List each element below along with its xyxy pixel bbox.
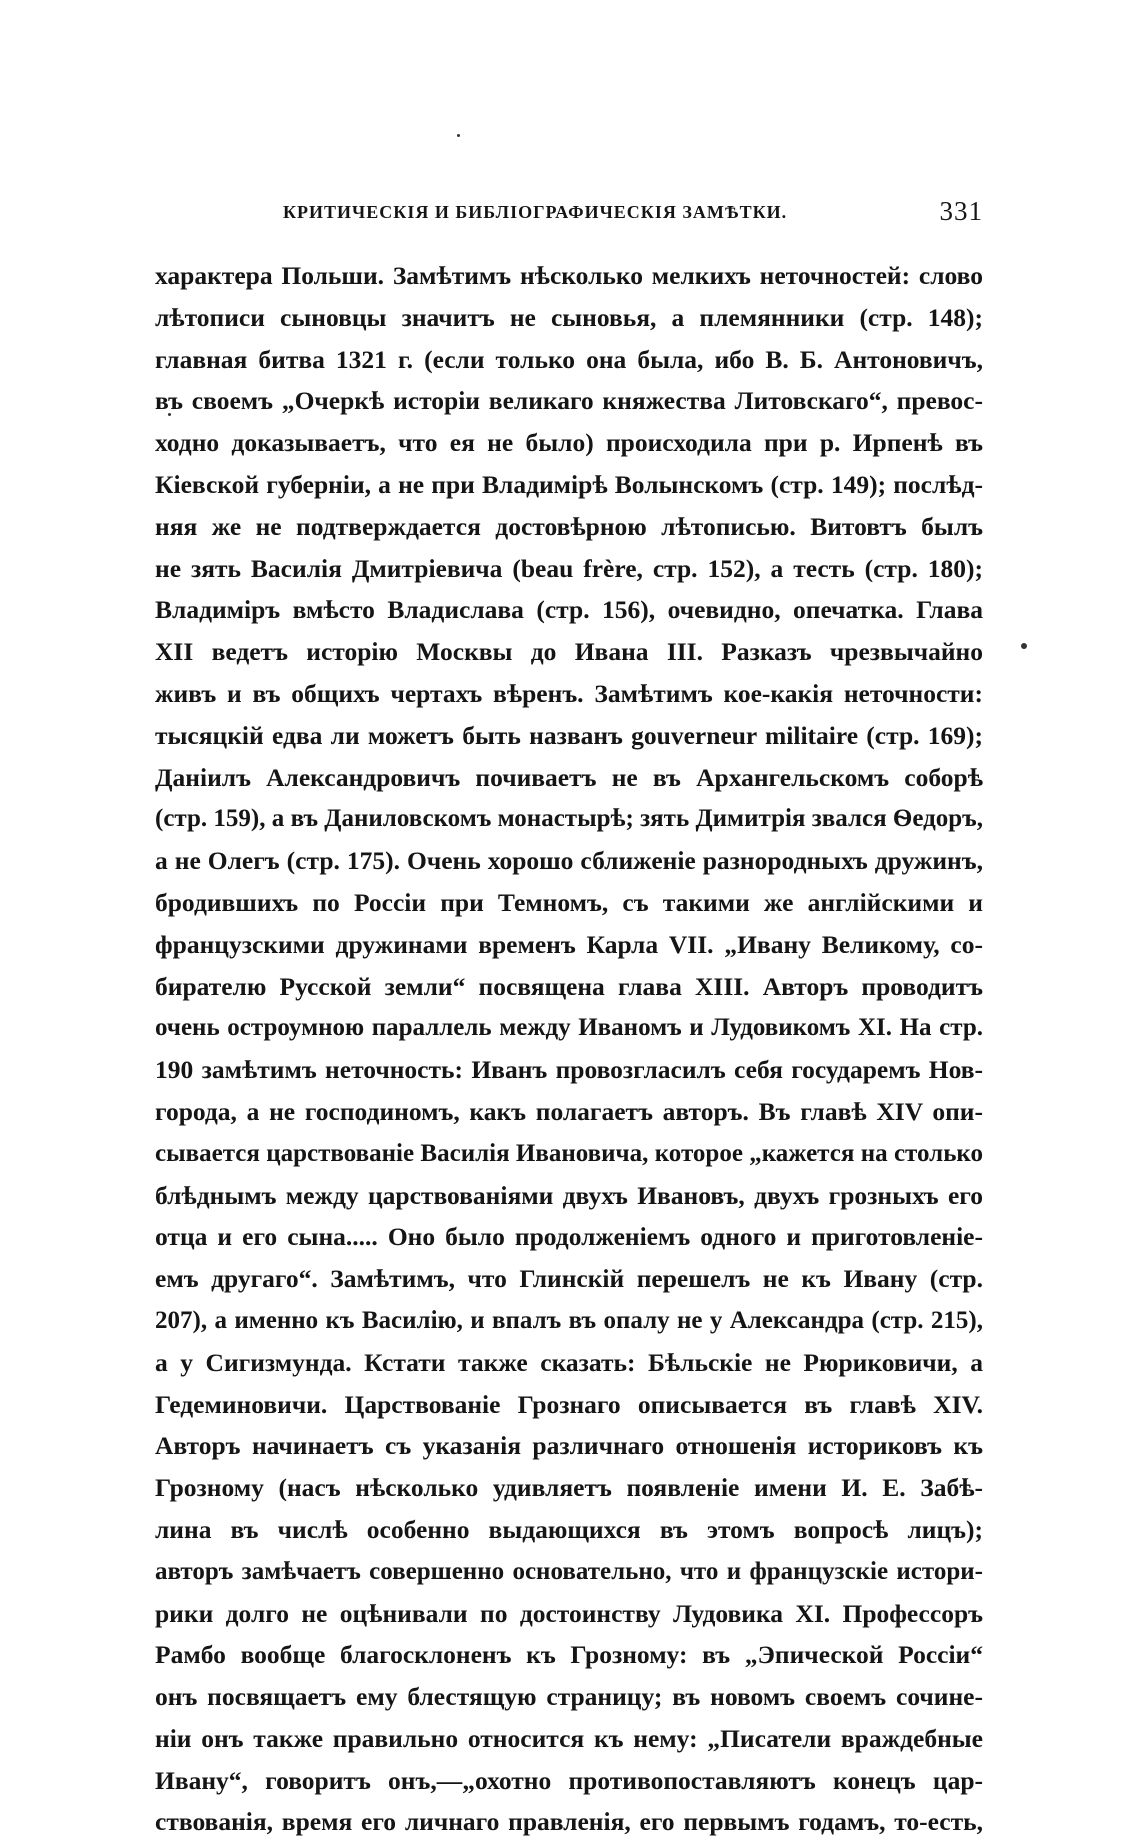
- text-line: (стр. 159), а въ Даниловскомъ монастырѣ; зять Димитрія звался Ѳедоръ,: [155, 805, 983, 833]
- text-line: въ своемъ „Очеркѣ исторіи великаго княжества Литовскаго“, превос-: [155, 386, 983, 416]
- running-head: [155, 196, 983, 236]
- body-text: [155, 255, 983, 1843]
- page-number: 331: [939, 196, 983, 226]
- text-line: Ивану“, говоритъ онъ,—„охотно противопоставляютъ конецъ цар-: [155, 1765, 983, 1795]
- text-line: города, а не господиномъ, какъ полагаетъ авторъ. Въ главѣ XIV опи-: [155, 1096, 983, 1126]
- text-line: характера Польши. Замѣтимъ нѣсколько мелкихъ неточностей: слово: [155, 261, 983, 290]
- text-line: отца и его сына..... Оно было продолженіемъ одного и приготовленіе-: [155, 1222, 983, 1252]
- text-line: няя же не подтверждается достовѣрною лѣтописью. Витовтъ былъ: [155, 511, 983, 541]
- text-line: онъ посвящаетъ ему блестящую страницу; въ новомъ своемъ сочине-: [155, 1682, 983, 1712]
- text-line: сывается царствованіе Василія Ивановича, которое „кажется на столько: [155, 1139, 983, 1167]
- paper-speck-mark: [1021, 643, 1027, 649]
- text-line: Авторъ начинаетъ съ указанія различнаго отношенія историковъ къ: [155, 1431, 983, 1461]
- text-line: Владиміръ вмѣсто Владислава (стр. 156), очевидно, опечатка. Глава: [155, 595, 983, 625]
- text-line: бродившихъ по Россіи при Темномъ, съ такими же англійскими и: [155, 887, 983, 917]
- text-line: 190 замѣтимъ неточность: Иванъ провозгласилъ себя государемъ Нов-: [155, 1055, 983, 1085]
- running-title: КРИТИЧЕСКІЯ И БИБЛІОГРАФИЧЕСКІЯ ЗАМѢТКИ.: [283, 202, 788, 222]
- text-line: французскими дружинами временъ Карла VII. „Ивану Великому, со-: [155, 929, 983, 959]
- text-line: ніи онъ также правильно относится къ нему: „Писатели враждебные: [155, 1723, 983, 1753]
- text-line: лина въ числѣ особенно выдающихся въ этомъ вопросѣ лицъ);: [155, 1514, 983, 1544]
- text-line: бирателю Русской земли“ посвящена глава XIII. Авторъ проводитъ: [155, 971, 983, 1001]
- text-line: XII ведетъ исторію Москвы до Ивана III. Разказъ чрезвычайно: [155, 637, 983, 667]
- text-line: лѣтописи сыновцы значитъ не сыновья, а племянники (стр. 148);: [155, 302, 983, 332]
- text-line: 207), а именно къ Василію, и впалъ въ опалу не у Александра (стр. 215),: [155, 1306, 983, 1334]
- text-line: рики долго не оцѣнивали по достоинству Лудовика XI. Профессоръ: [155, 1598, 983, 1628]
- text-line: Даніилъ Александровичъ почиваетъ не въ Архангельскомъ соборѣ: [155, 762, 983, 792]
- text-line: емъ другаго“. Замѣтимъ, что Глинскій перешелъ не къ Ивану (стр.: [155, 1264, 983, 1294]
- text-line: авторъ замѣчаетъ совершенно основательно, что и французскіе истори-: [155, 1557, 983, 1585]
- text-line: очень остроумною параллель между Иваномъ и Лудовикомъ XI. На стр.: [155, 1014, 983, 1042]
- text-line: а у Сигизмунда. Кстати также сказать: Бѣльскіе не Рюриковичи, а: [155, 1347, 983, 1377]
- paper-speck-mark: [457, 134, 460, 137]
- text-line: Рамбо вообще благосклоненъ къ Грозному: въ „Эпической Россіи“: [155, 1640, 983, 1670]
- text-line: ходно доказываетъ, что ея не было) происходила при р. Ирпенѣ въ: [155, 428, 983, 458]
- text-line: а не Олегъ (стр. 175). Очень хорошо сближеніе разнородныхъ дружинъ,: [155, 846, 983, 876]
- text-line: не зять Василія Дмитріевича (beau frère, стр. 152), а тесть (стр. 180);: [155, 553, 983, 583]
- text-line: тысяцкій едва ли можетъ быть названъ gouverneur militaire (стр. 169);: [155, 720, 983, 750]
- text-line: Кіевской губерніи, а не при Владимірѣ Волынскомъ (стр. 149); послѣд-: [155, 469, 983, 499]
- text-line: главная битва 1321 г. (если только она была, ибо В. Б. Антоновичъ,: [155, 344, 983, 374]
- text-line: Гедеминовичи. Царствованіе Грознаго описывается въ главѣ XIV.: [155, 1389, 983, 1419]
- text-line: живъ и въ общихъ чертахъ вѣренъ. Замѣтимъ кое-какія неточности:: [155, 678, 983, 708]
- text-line: ствованія, время его личнаго правленія, его первымъ годамъ, то-есть,: [155, 1807, 983, 1837]
- text-line: блѣднымъ между царствованіями двухъ Ивановъ, двухъ грозныхъ его: [155, 1180, 983, 1210]
- text-line: Грозному (насъ нѣсколько удивляетъ появленіе имени И. Е. Забѣ-: [155, 1473, 983, 1503]
